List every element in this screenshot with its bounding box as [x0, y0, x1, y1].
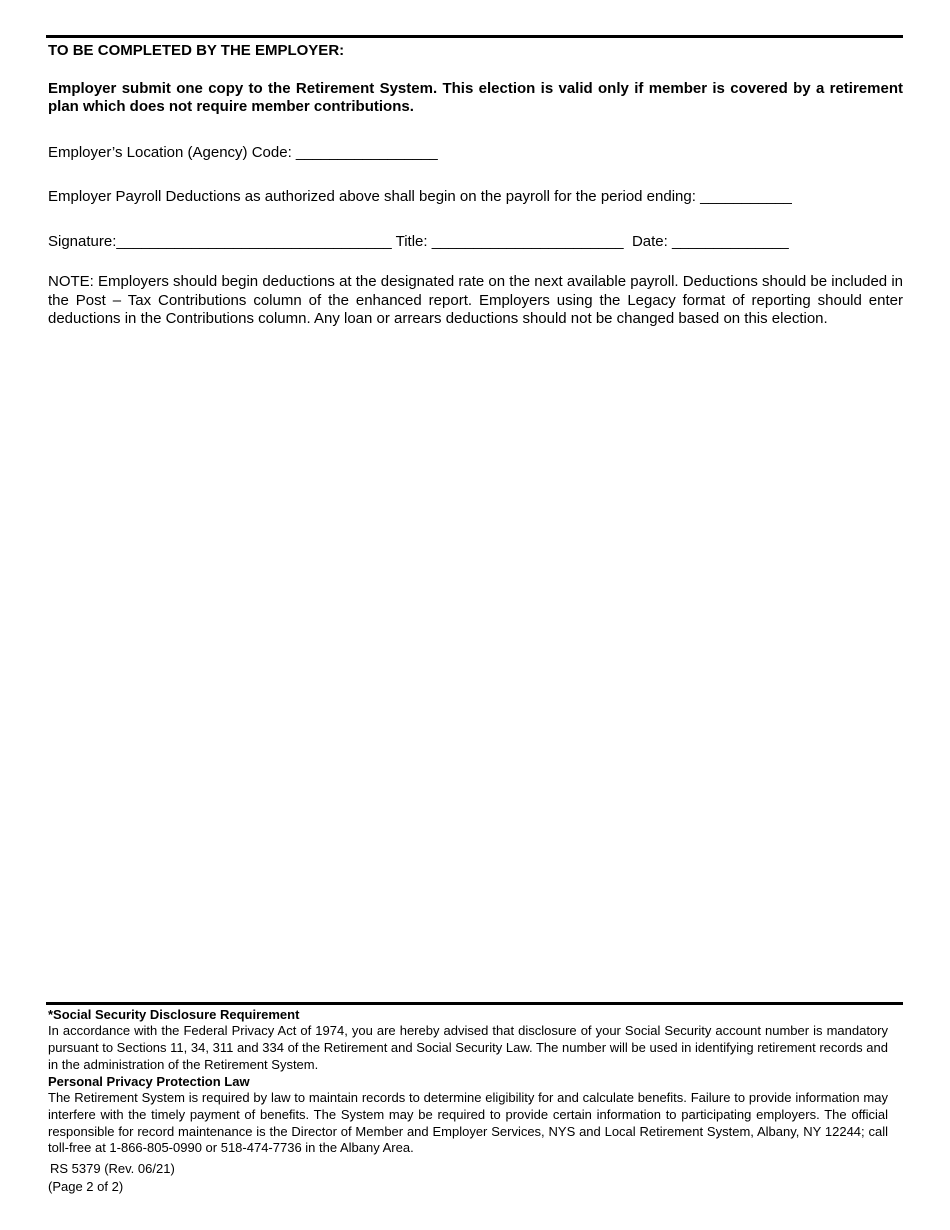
employer-section-heading: TO BE COMPLETED BY THE EMPLOYER:	[48, 42, 345, 59]
payroll-period-label: Employer Payroll Deductions as authorized above shall begin on the payroll for the period ending:	[48, 188, 696, 205]
employer-instruction: Employer submit one copy to the Retirement System. This election is valid only if member is covered by a retirement plan which does not require member contributions.	[48, 80, 903, 115]
location-code-row	[48, 144, 903, 162]
ss-disclosure-body: In accordance with the Federal Privacy Act of 1974, you are hereby advised that disclosure of your Social Security account number is mandatory pursuant to Sections 11, 34, 311 and 334 of the Retirement and Social Security Law. The number will be used in identifying retirement records and in the administration of the Retirement System.	[48, 1023, 888, 1072]
signature-row	[48, 233, 903, 251]
payroll-period-row	[48, 188, 903, 206]
location-code-label: Employer’s Location (Agency) Code:	[48, 144, 292, 161]
signature-label: Signature:	[48, 233, 117, 250]
privacy-law-title: Personal Privacy Protection Law	[48, 1074, 250, 1089]
title-field[interactable]: _______________________	[431, 233, 624, 250]
signature-field[interactable]: _________________________________	[116, 233, 392, 250]
top-divider-rule	[46, 35, 903, 38]
location-code-field[interactable]: _________________	[295, 144, 438, 161]
form-identifier: RS 5379 (Rev. 06/21)	[50, 1161, 175, 1176]
bottom-divider-rule	[46, 1002, 903, 1005]
date-field[interactable]: ______________	[671, 233, 789, 250]
page-number: (Page 2 of 2)	[48, 1179, 124, 1194]
payroll-period-field[interactable]: ___________	[700, 188, 792, 205]
ss-disclosure-title: *Social Security Disclosure Requirement	[48, 1007, 300, 1022]
privacy-law-body: The Retirement System is required by law to maintain records to determine eligibility for and calculate benefits. Failure to provide information may interfere with the timely payment of benefits. The System may be required to provide certain information to participating employers. The official responsible for record maintenance is the Director of Member and Employer Services, NYS and Local Retirement System, Albany, NY 12244; call toll-free at 1-866-805-0990 or 518-474-7736 in the Albany Area.	[48, 1090, 888, 1156]
employer-note: NOTE: Employers should begin deductions at the designated rate on the next available payroll. Deductions should be included in the Post – Tax Contributions column of the enhanced report. Employers using the Legacy format of reporting should enter deductions in the Contributions column. Any loan or arrears deductions should not be changed based on this election.	[48, 273, 903, 327]
title-label: Title:	[395, 233, 428, 250]
date-label: Date:	[631, 233, 668, 250]
